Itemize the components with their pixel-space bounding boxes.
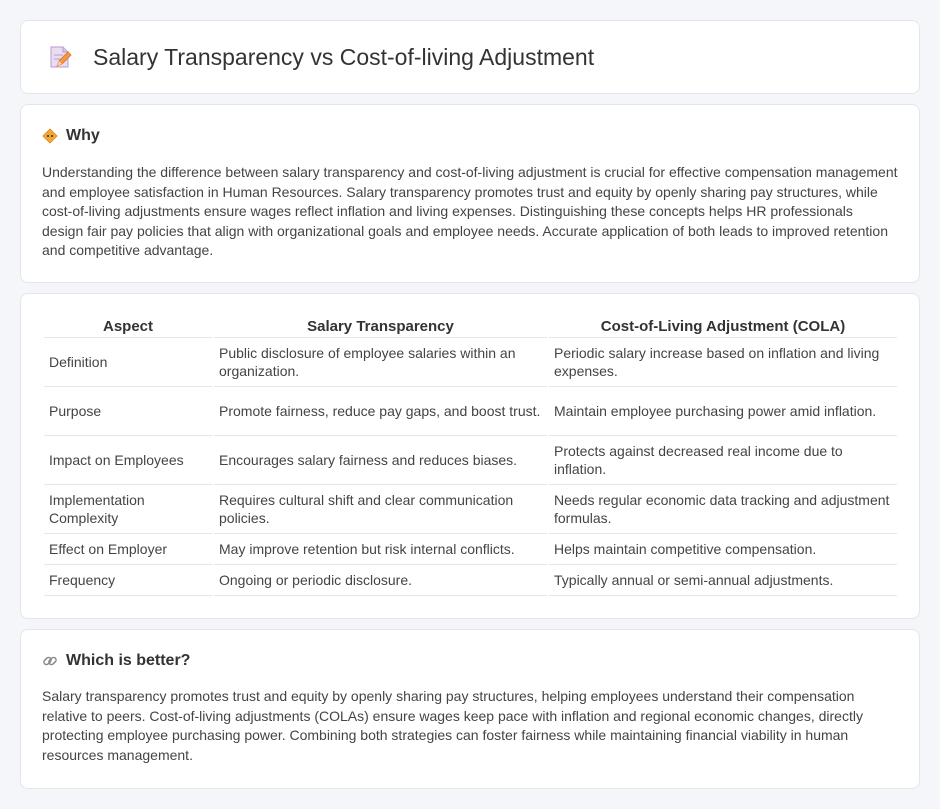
table-row <box>44 565 897 596</box>
header-aspect: Aspect <box>44 316 212 338</box>
which-better-body: Salary transparency promotes trust and equity by openly sharing pay structures, helping employees understand their compensation relative to peers. Cost-of-living adjustments (COLAs) ensure wages keep pace with inflation and regional economic changes, directly protecting employee purchasing power. Combining both strategies can foster fairness while maintaining financial viability in human resources management. <box>42 688 863 763</box>
cell-aspect: Effect on Employer <box>44 534 212 565</box>
table-row <box>44 485 897 534</box>
comparison-table <box>42 316 899 596</box>
which-better-title: Which is better? <box>66 652 191 669</box>
table-row <box>44 387 897 436</box>
comparison-section <box>20 293 920 619</box>
cell-salary-transparency: Encourages salary fairness and reduces biases. <box>214 436 547 485</box>
cell-salary-transparency: Ongoing or periodic disclosure. <box>214 565 547 596</box>
cell-cola: Typically annual or semi-annual adjustments. <box>549 565 897 596</box>
table-row <box>44 338 897 387</box>
cell-cola: Maintain employee purchasing power amid inflation. <box>549 387 897 436</box>
why-title: Why <box>66 127 100 144</box>
document-pen-icon <box>47 44 73 70</box>
cell-aspect: Purpose <box>44 387 212 436</box>
table-header-row <box>44 316 897 338</box>
cell-cola: Protects against decreased real income due to inflation. <box>549 436 897 485</box>
table-row <box>44 436 897 485</box>
table-row <box>44 534 897 565</box>
cell-salary-transparency: Public disclosure of employee salaries within an organization. <box>214 338 547 387</box>
page-title: Salary Transparency vs Cost-of-living Adjustment <box>93 43 595 70</box>
header-salary-transparency: Salary Transparency <box>214 316 547 338</box>
title-card <box>20 20 920 94</box>
header-cola: Cost-of-Living Adjustment (COLA) <box>549 316 897 338</box>
cell-aspect: Implementation Complexity <box>44 485 212 534</box>
cell-salary-transparency: Promote fairness, reduce pay gaps, and boost trust. <box>214 387 547 436</box>
which-better-section <box>20 629 920 789</box>
why-section <box>20 104 920 283</box>
cell-aspect: Definition <box>44 338 212 387</box>
cell-salary-transparency: Requires cultural shift and clear communication policies. <box>214 485 547 534</box>
cell-cola: Needs regular economic data tracking and adjustment formulas. <box>549 485 897 534</box>
diamond-warning-icon <box>42 128 58 144</box>
cell-aspect: Frequency <box>44 565 212 596</box>
cell-aspect: Impact on Employees <box>44 436 212 485</box>
why-body: Understanding the difference between salary transparency and cost-of-living adjustment is crucial for effective compensation management and employee satisfaction in Human Resources. Salary transparency promotes trust and equity by openly sharing pay structures, while cost-of-living adjustments ensure wages reflect inflation and living expenses. Distinguishing these concepts helps HR professionals design fair pay policies that align with organizational goals and employee needs. Accurate application of both leads to improved retention and competitive advantage. <box>42 164 898 258</box>
link-icon <box>42 653 58 669</box>
cell-cola: Helps maintain competitive compensation. <box>549 534 897 565</box>
cell-salary-transparency: May improve retention but risk internal conflicts. <box>214 534 547 565</box>
cell-cola: Periodic salary increase based on inflation and living expenses. <box>549 338 897 387</box>
